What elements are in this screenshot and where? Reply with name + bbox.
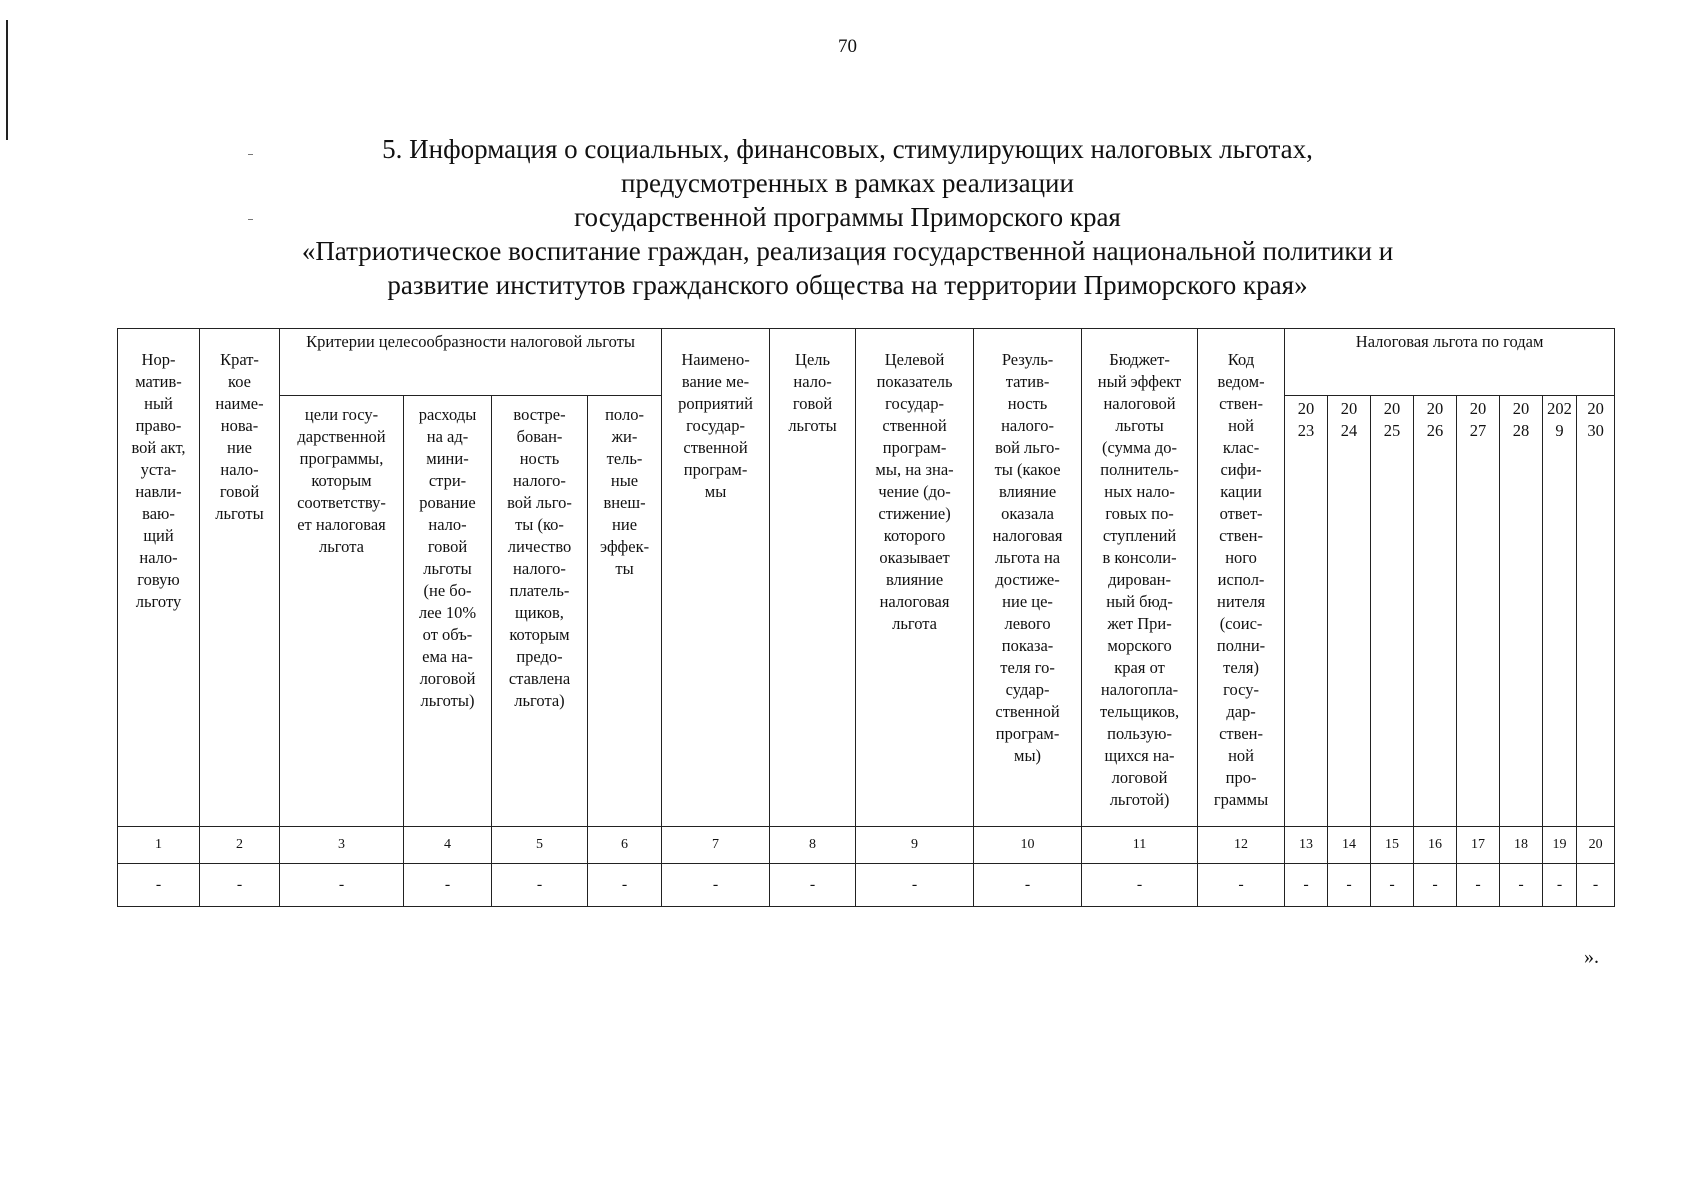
column-index: 6: [588, 827, 662, 864]
header-year: 20 26: [1414, 396, 1457, 827]
data-cell: -: [200, 864, 280, 907]
data-row: [118, 864, 1615, 907]
data-cell: -: [1285, 864, 1328, 907]
data-cell: -: [404, 864, 492, 907]
data-cell: -: [1328, 864, 1371, 907]
column-index-row: [118, 827, 1615, 864]
column-index: 18: [1500, 827, 1543, 864]
header-demand: востре- бован- ность налого- вой льго- ты (ко- личество налого- платель- щиков, которым предо- ставлена льгота): [492, 396, 588, 827]
column-index: 10: [974, 827, 1082, 864]
header-year: 20 30: [1577, 396, 1615, 827]
column-index: 20: [1577, 827, 1615, 864]
column-index: 7: [662, 827, 770, 864]
column-index: 1: [118, 827, 200, 864]
header-year: 20 23: [1285, 396, 1328, 827]
header-years-group: Налоговая льгота по годам: [1285, 329, 1615, 396]
header-admin-costs: расходы на ад- мини- стри- рование нало- говой льготы (не бо- лее 10% от объ- ема на- логовой льготы): [404, 396, 492, 827]
header-criteria-group: Критерии целесообразности налоговой льготы: [280, 329, 662, 396]
header-year: 20 27: [1457, 396, 1500, 827]
header-external-effects: поло- жи- тель- ные внеш- ние эффек- ты: [588, 396, 662, 827]
column-index: 11: [1082, 827, 1198, 864]
data-cell: -: [1500, 864, 1543, 907]
column-index: 13: [1285, 827, 1328, 864]
header-year: 20 24: [1328, 396, 1371, 827]
page-number: 70: [838, 36, 857, 57]
header-department-code: Код ведом- ствен- ной клас- сифи- кации ответ- ствен- ного испол- нителя (соис- полни- теля) госу- дар- ствен- ной про- граммы: [1198, 329, 1285, 827]
column-index: 4: [404, 827, 492, 864]
closing-quote: ».: [1584, 946, 1599, 968]
title-line-2: предусмотренных в рамках реализации: [621, 168, 1074, 198]
data-cell: -: [280, 864, 404, 907]
title-line-3: государственной программы Приморского края: [574, 202, 1121, 232]
data-cell: -: [1371, 864, 1414, 907]
column-index: 3: [280, 827, 404, 864]
data-cell: -: [974, 864, 1082, 907]
data-cell: -: [1543, 864, 1577, 907]
header-short-name: Крат- кое наиме- нова- ние нало- говой льготы: [200, 329, 280, 827]
header-year: 20 28: [1500, 396, 1543, 827]
data-cell: -: [856, 864, 974, 907]
header-benefit-goal: Цель нало- говой льготы: [770, 329, 856, 827]
data-cell: -: [662, 864, 770, 907]
header-effectiveness: Резуль- татив- ность налого- вой льго- ты (какое влияние оказала налоговая льгота на достиже- ние це- левого показа- теля го- судар- ственной програм- мы): [974, 329, 1082, 827]
data-cell: -: [118, 864, 200, 907]
header-legal-act: Нор- матив- ный право- вой акт, уста- навли- ваю- щий нало- говую льготу: [118, 329, 200, 827]
document-title: [0, 132, 1695, 302]
title-line-1: 5. Информация о социальных, финансовых, стимулирующих налоговых льготах,: [382, 134, 1313, 164]
header-budget-effect: Бюджет- ный эффект налоговой льготы (сумма до- полнитель- ных нало- говых по- ступлений в консоли- дирован- ный бюд- жет При- морского края от налогопла- тельщиков, пользую- щихся на- логовой льготой): [1082, 329, 1198, 827]
header-measures: Наимено- вание ме- роприятий государ- ственной програм- мы: [662, 329, 770, 827]
column-index: 17: [1457, 827, 1500, 864]
data-cell: -: [1577, 864, 1615, 907]
title-line-5: развитие институтов гражданского общества на территории Приморского края»: [387, 270, 1308, 300]
header-year: 202 9: [1543, 396, 1577, 827]
data-cell: -: [1414, 864, 1457, 907]
column-index: 8: [770, 827, 856, 864]
data-cell: -: [1457, 864, 1500, 907]
column-index: 15: [1371, 827, 1414, 864]
header-target-indicator: Целевой показатель государ- ственной програм- мы, на зна- чение (до- стижение) которого оказывает влияние налоговая льгота: [856, 329, 974, 827]
column-index: 2: [200, 827, 280, 864]
column-index: 19: [1543, 827, 1577, 864]
column-index: 16: [1414, 827, 1457, 864]
header-program-goals: цели госу- дарственной программы, которым соответству- ет налоговая льгота: [280, 396, 404, 827]
column-index: 12: [1198, 827, 1285, 864]
column-index: 14: [1328, 827, 1371, 864]
data-cell: -: [770, 864, 856, 907]
data-cell: -: [1198, 864, 1285, 907]
title-line-4: «Патриотическое воспитание граждан, реализация государственной национальной политики и: [301, 236, 1394, 266]
data-cell: -: [1082, 864, 1198, 907]
tax-benefits-table: [117, 328, 1615, 907]
header-year: 20 25: [1371, 396, 1414, 827]
column-index: 5: [492, 827, 588, 864]
data-cell: -: [492, 864, 588, 907]
column-index: 9: [856, 827, 974, 864]
data-cell: -: [588, 864, 662, 907]
header-row-1: [118, 329, 1615, 396]
